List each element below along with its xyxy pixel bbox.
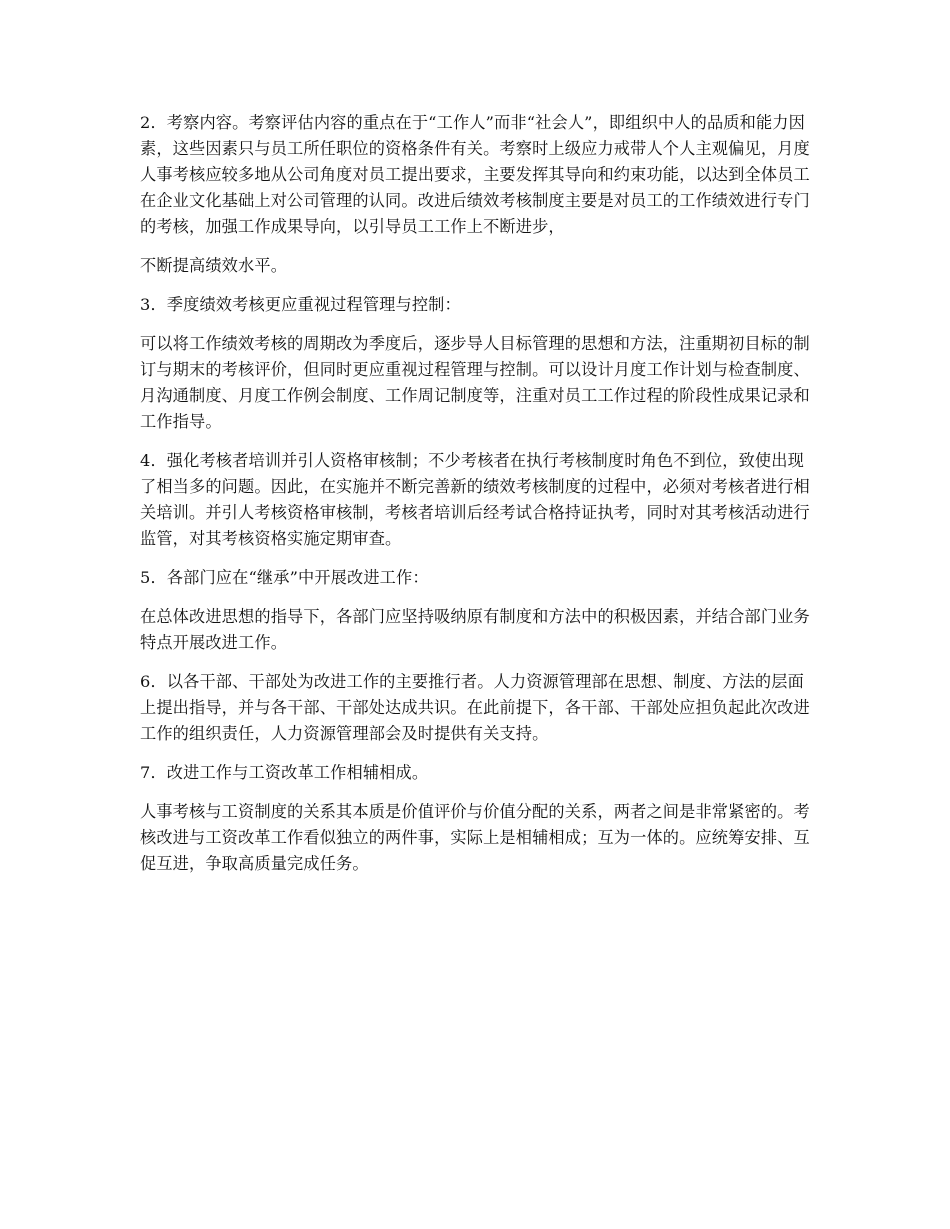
paragraph-item-2-continuation: 不断提高绩效水平。 — [140, 256, 288, 275]
paragraph-body-3: 可以将工作绩效考核的周期改为季度后，逐步导人目标管理的思想和方法，注重期初目标的制订与期末的考核评价，但同时更应重视过程管理与控制。可以设计月度工作计划与检查制度、月沟通制度、月度工作例会制度、工作周记制度等，注重对员工工作过程的阶段性成果记录和工作指导。 — [140, 334, 810, 431]
paragraph-item-4: 4．强化考核者培训并引人资格审核制；不少考核者在执行考核制度时角色不到位，致使出现了相当多的问题。因此，在实施并不断完善新的绩效考核制度的过程中，必须对考核者进行相关培训。并引人考核资格审核制，考核者培训后经考试合格持证执考，同时对其考核活动进行监管，对其考核资格实施定期审查。 — [140, 451, 810, 548]
paragraph-heading-7: 7．改进工作与工资改革工作相辅相成。 — [140, 763, 429, 782]
paragraph-body-7: 人事考核与工资制度的关系其本质是价值评价与价值分配的关系，两者之间是非常紧密的。考核改进与工资改革工作看似独立的两件事，实际上是相辅相成；互为一体的。应统筹安排、互促互进，争取高质量完成任务。 — [140, 802, 810, 873]
paragraph-item-2: 2．考察内容。考察评估内容的重点在于“工作人”而非“社会人”，即组织中人的品质和能力因素，这些因素只与员工所任职位的资格条件有关。考察时上级应力戒带人个人主观偏见，月度人事考核应较多地从公司角度对员工提出要求，主要发挥其导向和约束功能，以达到全体员工在企业文化基础上对公司管理的认同。改进后绩效考核制度主要是对员工的工作绩效进行专门的考核，加强工作成果导向，以引导员工工作上不断进步， — [140, 113, 810, 236]
paragraph-heading-3: 3．季度绩效考核更应重视过程管理与控制： — [140, 295, 461, 314]
paragraph-heading-5: 5．各部门应在“继承”中开展改进工作： — [140, 568, 429, 587]
paragraph-body-5: 在总体改进思想的指导下，各部门应坚持吸纳原有制度和方法中的积极因素，并结合部门业务特点开展改进工作。 — [140, 607, 810, 652]
paragraph-item-6: 6．以各干部、干部处为改进工作的主要推行者。人力资源管理部在思想、制度、方法的层面上提出指导，并与各干部、干部处达成共识。在此前提下，各干部、干部处应担负起此次改进工作的组织责任，人力资源管理部会及时提供有关支持。 — [140, 672, 810, 743]
document-body — [140, 110, 812, 890]
